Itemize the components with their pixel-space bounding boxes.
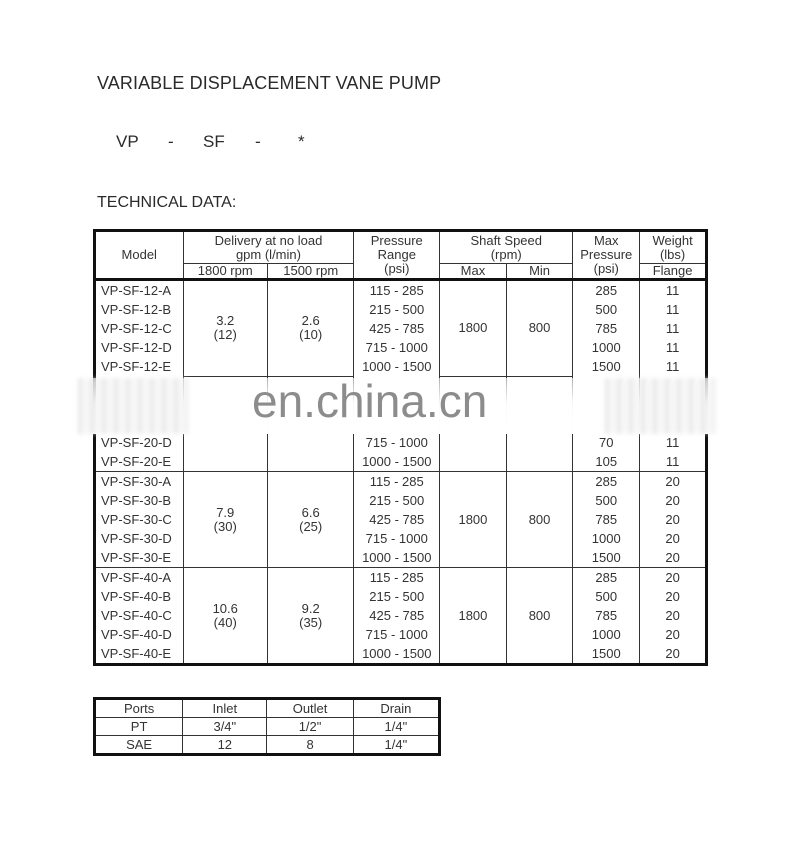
cell-max-pressure: 70 [573, 433, 640, 452]
cell-pressure-range: 425 - 785 [354, 319, 440, 338]
cell-shaft-min: 800 [506, 472, 573, 568]
cell-weight: 20 [640, 510, 707, 529]
ports-header-row [95, 699, 440, 718]
cell-weight: 20 [640, 587, 707, 606]
model-code-sep-1: - [168, 132, 174, 151]
cell-model: VP-SF-40-C [95, 606, 184, 625]
cell-outlet: 1/2" [267, 718, 353, 736]
cell-pressure-range: 215 - 500 [354, 300, 440, 319]
model-code-wildcard: * [298, 132, 305, 151]
cell-weight: 11 [640, 357, 707, 376]
header-max-pressure: Max Pressure (psi) [573, 231, 640, 280]
header-model: Model [95, 231, 184, 280]
cell-pressure-range: 115 - 285 [354, 568, 440, 588]
cell-pressure-range: 715 - 1000 [354, 338, 440, 357]
cell-model: VP-SF-12-A [95, 280, 184, 301]
cell-shaft-max: 1800 [440, 472, 507, 568]
cell-weight: 11 [640, 300, 707, 319]
ports-header-ports: Ports [95, 699, 183, 718]
cell-port-type: SAE [95, 736, 183, 755]
cell-shaft-max: 1800 [440, 568, 507, 665]
cell-port-type: PT [95, 718, 183, 736]
header-delivery-1500: 1500 rpm [267, 264, 353, 280]
cell-inlet: 12 [183, 736, 267, 755]
cell-pressure-range: 425 - 785 [354, 510, 440, 529]
header-weight: Weight (lbs) [640, 231, 707, 264]
model-code-sep-2: - [255, 132, 261, 151]
cell-max-pressure: 500 [573, 587, 640, 606]
document-title: VARIABLE DISPLACEMENT VANE PUMP [97, 73, 442, 93]
cell-weight: 20 [640, 472, 707, 492]
cell-max-pressure: 500 [573, 300, 640, 319]
watermark-blur-right [605, 378, 715, 434]
cell-weight: 11 [640, 338, 707, 357]
technical-data-table [93, 229, 708, 666]
watermark-text: en.china.cn [252, 375, 488, 427]
cell-max-pressure: 285 [573, 568, 640, 588]
cell-pressure-range: 1000 - 1500 [354, 548, 440, 568]
ports-row-sae [95, 736, 440, 755]
header-shaft-min: Min [506, 264, 573, 280]
cell-model: VP-SF-12-B [95, 300, 184, 319]
cell-drain: 1/4" [353, 718, 439, 736]
cell-max-pressure: 785 [573, 606, 640, 625]
cell-model: VP-SF-30-A [95, 472, 184, 492]
cell-max-pressure: 105 [573, 452, 640, 472]
ports-header-outlet: Outlet [267, 699, 353, 718]
cell-model: VP-SF-12-C [95, 319, 184, 338]
cell-shaft-min: 800 [506, 568, 573, 665]
cell-model: VP-SF-20-E [95, 452, 184, 472]
cell-weight: 11 [640, 319, 707, 338]
cell-shaft-max: 1800 [440, 280, 507, 377]
cell-model: VP-SF-40-E [95, 644, 184, 665]
cell-delivery-1500: 6.6 (25) [267, 472, 353, 568]
ports-header-inlet: Inlet [183, 699, 267, 718]
cell-outlet: 8 [267, 736, 353, 755]
cell-max-pressure: 285 [573, 280, 640, 301]
cell-model: VP-SF-40-A [95, 568, 184, 588]
cell-max-pressure: 1000 [573, 529, 640, 548]
cell-weight: 20 [640, 644, 707, 665]
cell-weight: 20 [640, 568, 707, 588]
cell-pressure-range: 215 - 500 [354, 587, 440, 606]
cell-max-pressure: 1500 [573, 644, 640, 665]
ports-table [93, 697, 441, 756]
cell-model: VP-SF-30-D [95, 529, 184, 548]
cell-inlet: 3/4" [183, 718, 267, 736]
cell-weight: 11 [640, 280, 707, 301]
model-code-series: SF [203, 132, 225, 151]
cell-model: VP-SF-40-B [95, 587, 184, 606]
cell-weight: 20 [640, 548, 707, 568]
header-weight-flange: Flange [640, 264, 707, 280]
cell-weight: 20 [640, 606, 707, 625]
cell-model: VP-SF-30-B [95, 491, 184, 510]
table-row [95, 280, 707, 301]
cell-pressure-range: 425 - 785 [354, 606, 440, 625]
cell-model: VP-SF-30-C [95, 510, 184, 529]
header-shaft-speed: Shaft Speed (rpm) [440, 231, 573, 264]
cell-pressure-range: 1000 - 1500 [354, 644, 440, 665]
cell-model: VP-SF-40-D [95, 625, 184, 644]
cell-pressure-range: 115 - 285 [354, 280, 440, 301]
cell-weight: 11 [640, 433, 707, 452]
header-pressure-range: Pressure Range (psi) [354, 231, 440, 280]
cell-model: VP-SF-30-E [95, 548, 184, 568]
cell-delivery-1500: 9.2 (35) [267, 568, 353, 665]
cell-delivery-1800: 10.6 (40) [183, 568, 267, 665]
table-row [95, 472, 707, 492]
cell-pressure-range: 715 - 1000 [354, 433, 440, 452]
cell-max-pressure: 785 [573, 319, 640, 338]
ports-header-drain: Drain [353, 699, 439, 718]
header-delivery: Delivery at no load gpm (l/min) [183, 231, 354, 264]
cell-max-pressure: 285 [573, 472, 640, 492]
watermark-blur-left [78, 378, 188, 434]
header-delivery-1800: 1800 rpm [183, 264, 267, 280]
cell-shaft-min: 800 [506, 280, 573, 377]
ports-row-pt [95, 718, 440, 736]
cell-weight: 20 [640, 625, 707, 644]
table-row [95, 568, 707, 588]
cell-pressure-range: 1000 - 1500 [354, 357, 440, 376]
cell-pressure-range: 1000 - 1500 [354, 452, 440, 472]
cell-pressure-range: 115 - 285 [354, 472, 440, 492]
cell-max-pressure: 500 [573, 491, 640, 510]
cell-drain: 1/4" [353, 736, 439, 755]
cell-pressure-range: 215 - 500 [354, 491, 440, 510]
cell-weight: 20 [640, 491, 707, 510]
cell-max-pressure: 1500 [573, 548, 640, 568]
header-shaft-max: Max [440, 264, 507, 280]
section-heading: TECHNICAL DATA: [97, 194, 237, 211]
cell-max-pressure: 1000 [573, 625, 640, 644]
cell-max-pressure: 1500 [573, 357, 640, 376]
cell-model: VP-SF-12-D [95, 338, 184, 357]
cell-delivery-1800: 7.9 (30) [183, 472, 267, 568]
cell-weight: 20 [640, 529, 707, 548]
cell-delivery-1800: 3.2 (12) [183, 280, 267, 377]
cell-delivery-1500: 2.6 (10) [267, 280, 353, 377]
cell-model: VP-SF-12-E [95, 357, 184, 376]
cell-model: VP-SF-20-D [95, 433, 184, 452]
cell-pressure-range: 715 - 1000 [354, 529, 440, 548]
cell-max-pressure: 1000 [573, 338, 640, 357]
cell-max-pressure: 785 [573, 510, 640, 529]
cell-pressure-range: 715 - 1000 [354, 625, 440, 644]
cell-weight: 11 [640, 452, 707, 472]
model-code-prefix: VP [116, 132, 139, 151]
